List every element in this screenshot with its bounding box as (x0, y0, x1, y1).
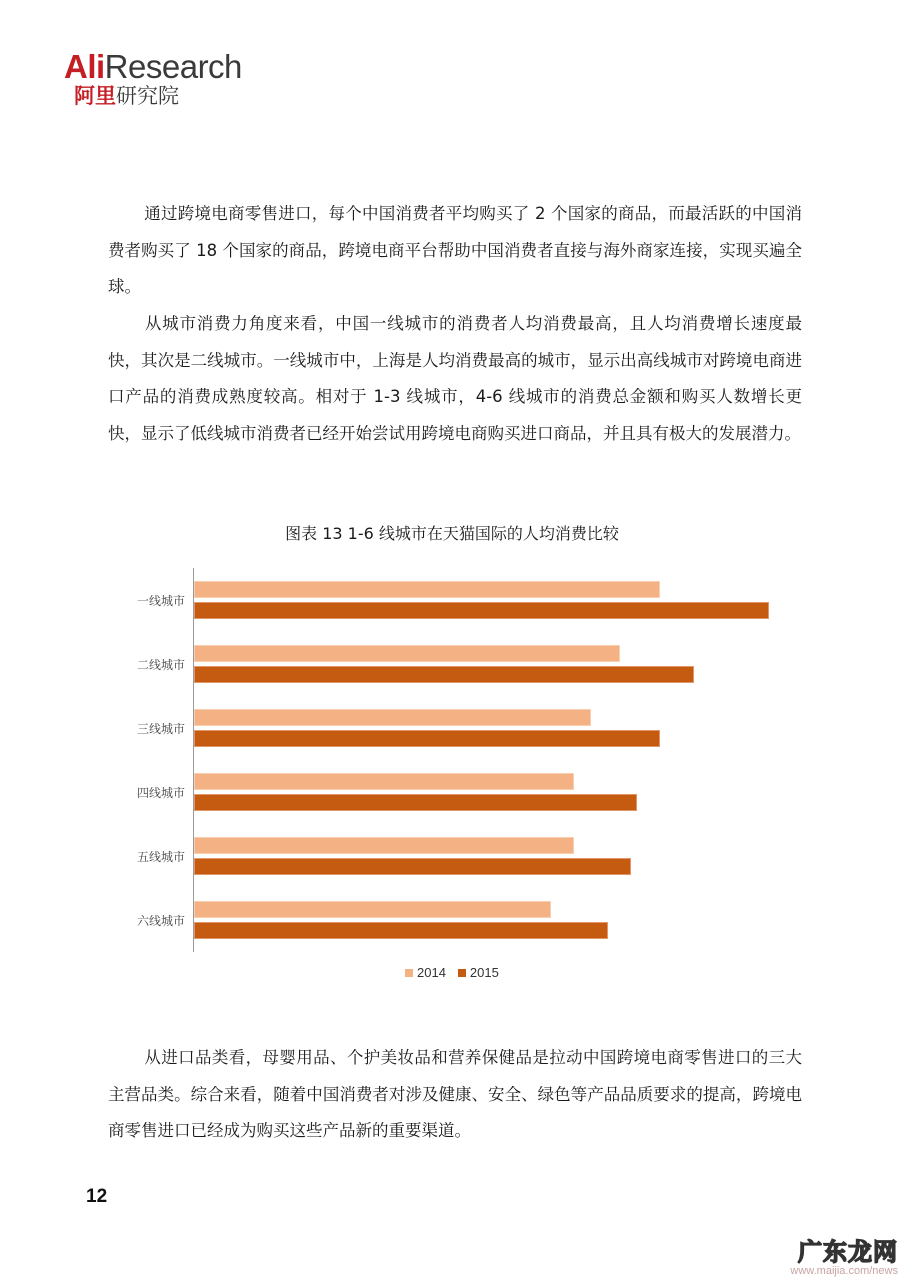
legend-swatch-2014 (405, 969, 413, 977)
legend-swatch-2015 (458, 969, 466, 977)
bar-2014 (194, 901, 551, 918)
bar-2014 (194, 709, 591, 726)
watermark-text: 广东龙网 (798, 1238, 898, 1266)
category-axis (193, 568, 194, 952)
legend-label-2014: 2014 (417, 965, 446, 980)
logo-cn-ali: 阿里 (74, 84, 116, 108)
paragraph-2 (108, 306, 802, 452)
paragraph-2-text: 从城市消费力角度来看，中国一线城市的消费者人均消费最高，且人均消费增长速度最快，其次是二线城市。一线城市中，上海是人均消费最高的城市，显示出高线城市对跨境电商进口产品的消费成熟度较高。相对于 1-3 线城市，4-6 线城市的消费总金额和购买人数增长更快，显示了低线城市消费者已经开始尝试用跨境电商购买进口商品，并且具有极大的发展潜力。 (108, 314, 802, 443)
category-label: 六线城市 (136, 914, 185, 928)
category-label: 一线城市 (136, 594, 185, 608)
paragraph-3 (108, 1040, 802, 1150)
bar-2014 (194, 837, 574, 854)
category-label: 二线城市 (136, 658, 185, 672)
logo-ali: Ali (64, 48, 105, 85)
bar-2015 (194, 794, 637, 811)
logo-cn-institute: 研究院 (116, 84, 179, 108)
legend-label-2015: 2015 (469, 965, 499, 980)
bar-2015 (194, 602, 769, 619)
watermark (790, 1232, 898, 1277)
page-number: 12 (86, 1186, 108, 1207)
category-label: 四线城市 (136, 786, 185, 800)
chart-legend (405, 965, 511, 980)
paragraph-1-text: 通过跨境电商零售进口，每个中国消费者平均购买了 2 个国家的商品，而最活跃的中国消费者购买了 18 个国家的商品，跨境电商平台帮助中国消费者直接与海外商家连接，实现买遍全球。 (108, 204, 802, 296)
logo-research: Research (104, 48, 242, 85)
logo-chinese (74, 84, 242, 108)
bar-2014 (194, 581, 660, 598)
bar-2014 (194, 773, 574, 790)
bar-2015 (194, 666, 694, 683)
legend-item-2014 (405, 965, 446, 980)
logo-english (64, 50, 242, 84)
bar-2015 (194, 858, 631, 875)
category-label: 五线城市 (136, 850, 185, 864)
bar-2014 (194, 645, 620, 662)
aliresearch-logo (64, 50, 242, 108)
category-label: 三线城市 (136, 722, 185, 736)
chart-title: 图表 13 1-6 线城市在天猫国际的人均消费比较 (285, 524, 619, 543)
bar-2015 (194, 922, 608, 939)
paragraph-1 (108, 196, 802, 306)
watermark-url: www.maijia.com/news (790, 1265, 898, 1277)
legend-item-2015 (458, 965, 499, 980)
bar-2015 (194, 730, 660, 747)
paragraph-3-text: 从进口品类看，母婴用品、个护美妆品和营养保健品是拉动中国跨境电商零售进口的三大主营品类。综合来看，随着中国消费者对涉及健康、安全、绿色等产品品质要求的提高，跨境电商零售进口已经成为购买这些产品新的重要渠道。 (108, 1048, 802, 1140)
